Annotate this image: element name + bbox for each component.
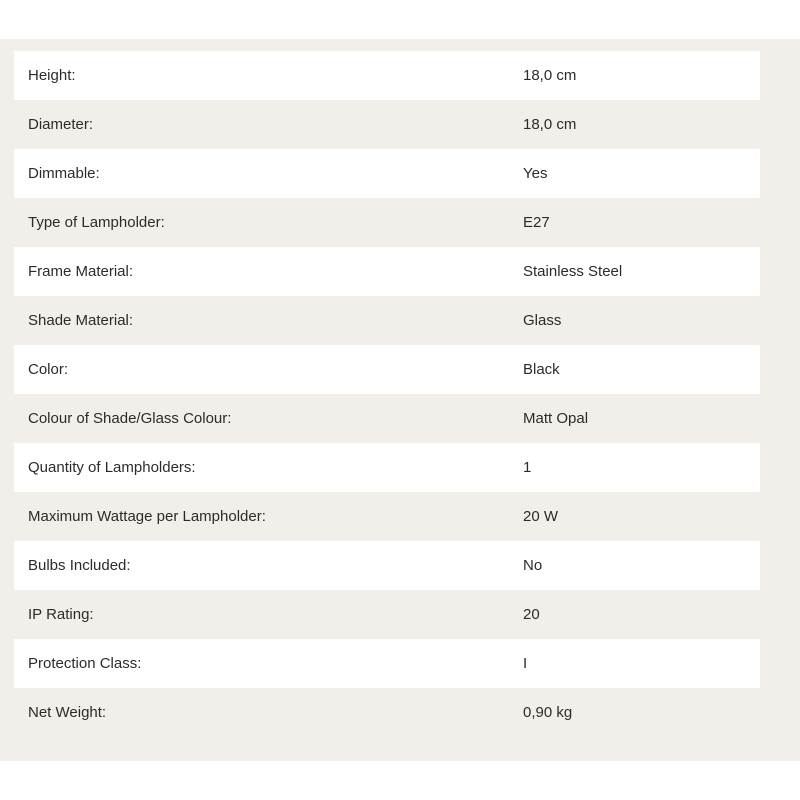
spec-value: 0,90 kg [523, 704, 573, 721]
spec-label: Maximum Wattage per Lampholder: [28, 508, 266, 525]
spec-row-color [14, 345, 760, 394]
spec-label: Shade Material: [28, 312, 134, 329]
spec-label: Dimmable: [28, 165, 100, 182]
spec-row-lampholder-type [14, 198, 760, 247]
spec-value: 20 [523, 606, 540, 623]
spec-value: 18,0 cm [523, 67, 577, 84]
spec-row-max-wattage [14, 492, 760, 541]
spec-value: Yes [523, 165, 548, 182]
spec-value: E27 [523, 214, 550, 231]
spec-row-net-weight [14, 688, 760, 737]
spec-value: 1 [523, 459, 532, 476]
spec-label: Type of Lampholder: [28, 214, 165, 231]
spec-row-shade-material [14, 296, 760, 345]
spec-value: Black [523, 361, 560, 378]
spec-row-frame-material [14, 247, 760, 296]
spec-label: Protection Class: [28, 655, 142, 672]
spec-label: Net Weight: [28, 704, 107, 721]
spec-value: Matt Opal [523, 410, 589, 427]
spec-row-dimmable [14, 149, 760, 198]
specifications-panel [0, 39, 800, 761]
spec-value: Stainless Steel [523, 263, 623, 280]
spec-value: 20 W [523, 508, 559, 525]
spec-row-ip-rating [14, 590, 760, 639]
spec-label: Height: [28, 67, 76, 84]
specifications-table [14, 51, 760, 737]
spec-label: Diameter: [28, 116, 94, 133]
spec-row-shade-colour [14, 394, 760, 443]
spec-row-diameter [14, 100, 760, 149]
spec-label: Bulbs Included: [28, 557, 131, 574]
spec-value: Glass [523, 312, 562, 329]
spec-label: Frame Material: [28, 263, 134, 280]
spec-row-bulbs-included [14, 541, 760, 590]
spec-value: I [523, 655, 528, 672]
spec-row-lampholder-quantity [14, 443, 760, 492]
spec-label: Colour of Shade/Glass Colour: [28, 410, 232, 427]
spec-row-height [14, 51, 760, 100]
spec-label: Color: [28, 361, 69, 378]
spec-row-protection-class [14, 639, 760, 688]
spec-value: No [523, 557, 543, 574]
spec-label: IP Rating: [28, 606, 94, 623]
spec-label: Quantity of Lampholders: [28, 459, 196, 476]
spec-value: 18,0 cm [523, 116, 577, 133]
